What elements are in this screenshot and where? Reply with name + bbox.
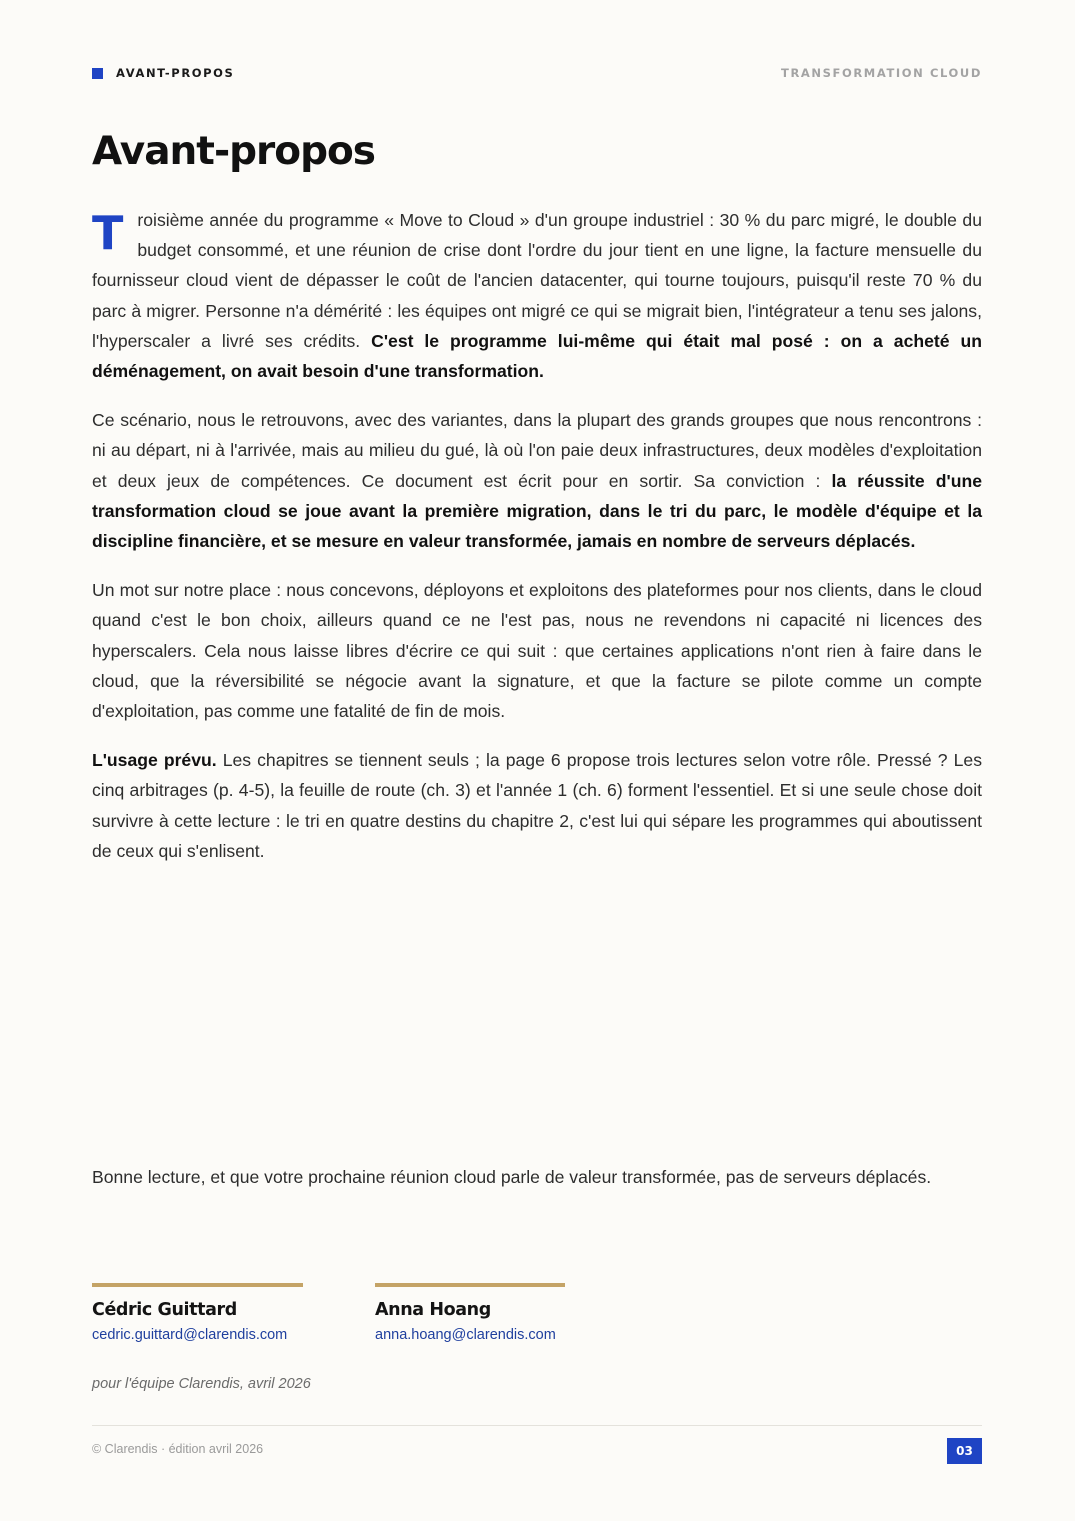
closing-line: Bonne lecture, et que votre prochaine réunion cloud parle de valeur transformée, pas de serveurs déplacés. <box>92 1167 932 1187</box>
author-signature <box>375 1283 565 1343</box>
paragraph-usage-text: Les chapitres se tiennent seuls ; la page 6 propose trois lectures selon votre rôle. Pressé ? Les cinq arbitrages (p. 4-5), la feuille de route (ch. 3) et l'année 1 (ch. 6) forment l'essentiel. Et si une seule chose doit survivre à cette lecture : le tri en quatre destins du chapitre 2, c'est lui qui sépare les programmes qui aboutissent de ceux qui s'enlisent. <box>92 750 982 861</box>
author-name: Anna Hoang <box>375 1300 491 1320</box>
document-label: TRANSFORMATION CLOUD <box>781 66 982 80</box>
paragraph-usage <box>92 745 982 866</box>
signature-rule <box>375 1283 565 1287</box>
body-text <box>92 205 982 885</box>
paragraph-conviction-emphasis: la réussite d'une transformation cloud se joue avant la première migration, dans le tri du parc, le modèle d'équipe et la discipline financière, et se mesure en valeur transformée, jamais en nombre de serveurs déplacés. <box>92 470 982 552</box>
footer-divider <box>92 1425 982 1426</box>
paragraph-intro-emphasis: C'est le programme lui-même qui était mal posé : on a acheté un déménagement, on avait besoin d'une transformation. <box>92 330 982 382</box>
section-label: AVANT-PROPOS <box>116 66 235 80</box>
paragraph-position-text: Un mot sur notre place : nous concevons, déployons et exploitons des plateformes pour nos clients, dans le cloud quand c'est le bon choix, ailleurs quand ce ne l'est pas, nous ne revendons ni capacité ni licences des hyperscalers. Cela nous laisse libres d'écrire ce qui suit : que certaines applications n'ont rien à faire dans le cloud, que la réversibilité se négocie avant la signature, et que la facture se pilote comme un compte d'exploitation, pas comme une fatalité de fin de mois. <box>92 580 982 722</box>
paragraph-usage-lead: L'usage prévu. <box>92 750 217 771</box>
signature-rule <box>92 1283 303 1287</box>
author-name: Cédric Guittard <box>92 1300 237 1320</box>
paragraph-conviction-text: Ce scénario, nous le retrouvons, avec des variantes, dans la plupart des grands groupes que nous rencontrons : ni au départ, ni à l'arrivée, mais au milieu du gué, là où l'on paie deux infrastructures, deux modèles d'exploitation et deux jeux de compétences. Ce document est écrit pour en sortir. Sa conviction : <box>92 410 982 491</box>
paragraph-conviction <box>92 405 982 556</box>
paragraph-position <box>92 575 982 726</box>
author-signature <box>92 1283 303 1343</box>
section-marker <box>92 68 103 79</box>
signoff: pour l'équipe Clarendis, avril 2026 <box>92 1376 311 1392</box>
copyright: © Clarendis · édition avril 2026 <box>92 1442 264 1456</box>
paragraph-intro <box>92 205 982 386</box>
page-title: Avant-propos <box>92 129 375 174</box>
drop-cap: T <box>92 206 124 260</box>
author-email-link[interactable]: cedric.guittard@clarendis.com <box>92 1327 288 1343</box>
page-number-badge: 03 <box>947 1438 982 1464</box>
running-header <box>92 66 982 82</box>
paragraph-intro-text: roisième année du programme « Move to Cloud » d'un groupe industriel : 30 % du parc migré, le double du budget consommé, et une réunion de crise dont l'ordre du jour tient en une ligne, la facture mensuelle du fournisseur cloud vient de dépasser le coût de l'ancien datacenter, qui tourne toujours, puisqu'il reste 70 % du parc à migrer. Personne n'a démérité : les équipes ont migré ce qui se migrait bien, l'intégrateur a tenu ses jalons, l'hyperscaler a livré ses crédits. <box>92 210 982 351</box>
author-email-link[interactable]: anna.hoang@clarendis.com <box>375 1327 556 1343</box>
document-page <box>92 0 982 1521</box>
